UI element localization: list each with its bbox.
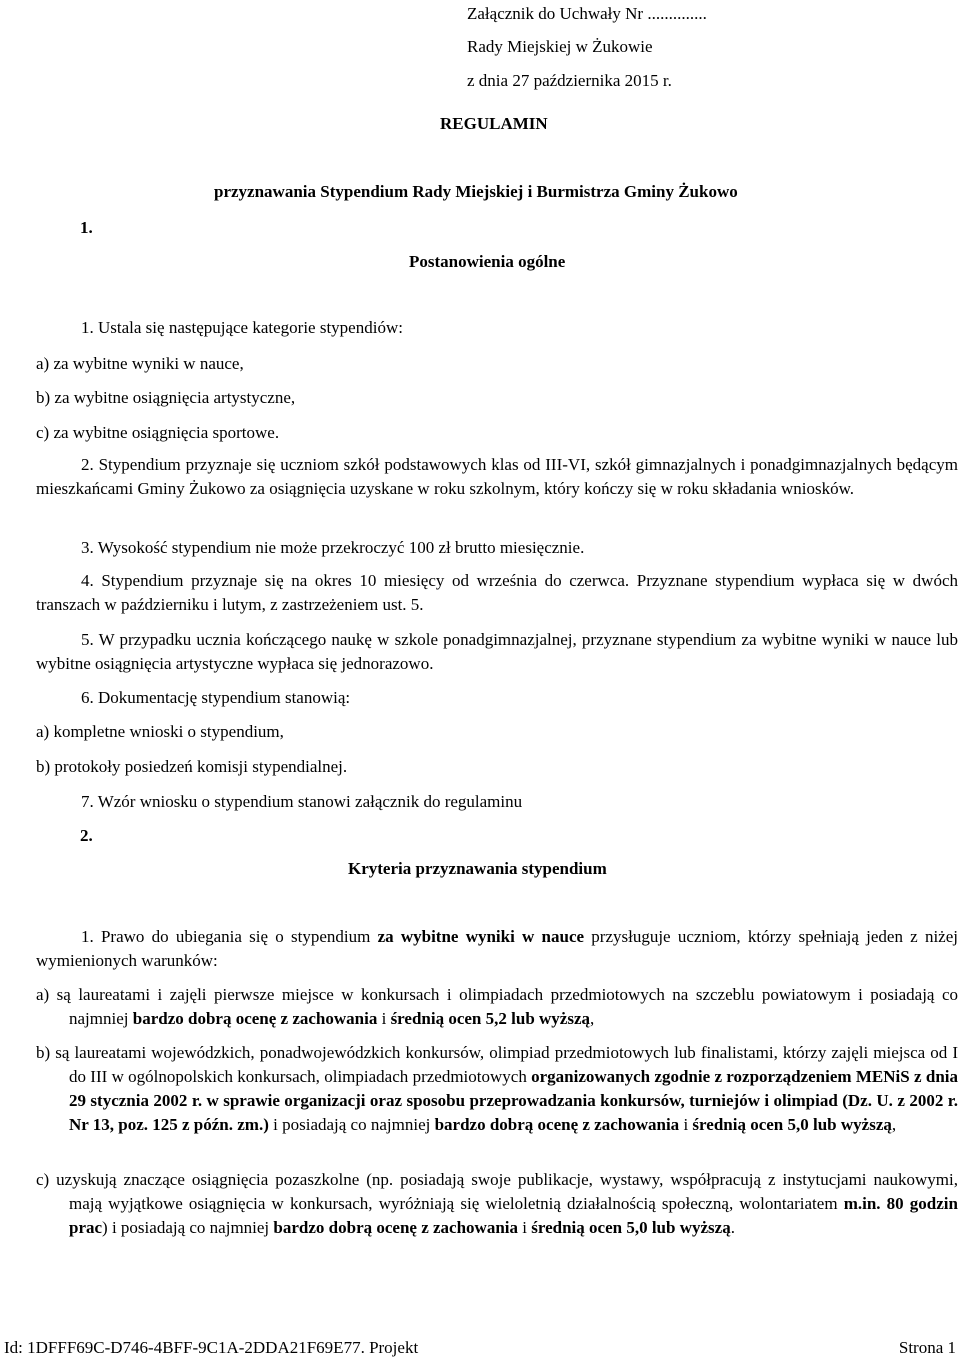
attachment-header-line2: Rady Miejskiej w Żukowie (467, 37, 653, 56)
s2-b-text-4: , (891, 1115, 897, 1134)
s1-paragraph-4: 4. Stypendium przyznaje się na okres 10 miesięcy od września do czerwca. Przyznane stypendium wypłaca się w dwóch transzach w październiku i lutym, z zastrzeżeniem ust. 5. (36, 571, 958, 614)
s1-paragraph-1a: a) za wybitne wyniki w nauce, (36, 354, 244, 373)
s2-c-text-2: ) i posiadają co najmniej (102, 1218, 274, 1237)
s2-b-bold-2: bardzo dobrą ocenę z zachowania (434, 1115, 680, 1134)
s1-paragraph-2: 2. Stypendium przyznaje się uczniom szkół podstawowych klas od III-VI, szkół gimnazjalnych i ponadgimnazjalnych będącym mieszkańcami Gminy Żukowo za osiągnięcia uzyskane w roku szkolnym, który kończy się w roku składania wniosków. (36, 455, 958, 498)
s1-paragraph-6: 6. Dokumentację stypendium stanowią: (81, 688, 351, 707)
s1-paragraph-1b: b) za wybitne osiągnięcia artystyczne, (36, 388, 296, 407)
s2-a-bold-2: średnią ocen 5,2 lub wyższą (390, 1009, 591, 1028)
s2-a-bold-1: bardzo dobrą ocenę z zachowania (132, 1009, 378, 1028)
s2-b-text-1: b) są laureatami wojewódzkich, ponadwojewódzkich konkursów, olimpiad przedmiotowych lub finalistami, którzy zajęli miejsca od I do III w ogólnopolskich konkursach, olimpiadach przedmiotowych (36, 1043, 958, 1086)
footer-page-number: Strona 1 (898, 1338, 956, 1357)
s2-paragraph-1 (36, 925, 958, 973)
s1-paragraph-1c: c) za wybitne osiągnięcia sportowe. (36, 423, 280, 442)
s2-item-b (36, 1041, 958, 1137)
document-title: REGULAMIN (440, 114, 548, 133)
s1-paragraph-6b: b) protokoły posiedzeń komisji stypendialnej. (36, 757, 348, 776)
s1-paragraph-6a: a) kompletne wnioski o stypendium, (36, 722, 284, 741)
s2-b-text-2: i posiadają co najmniej (268, 1115, 435, 1134)
s2-a-text-3: , (590, 1009, 595, 1028)
section-1-heading: Postanowienia ogólne (409, 252, 566, 271)
attachment-header-line3: z dnia 27 października 2015 r. (467, 71, 672, 90)
footer-document-id: Id: 1DFFF69C-D746-4BFF-9C1A-2DDA21F69E77. Projekt (4, 1338, 419, 1357)
s2-p1-text-1: 1. Prawo do ubiegania się o stypendium (81, 927, 378, 946)
attachment-header-line1: Załącznik do Uchwały Nr .............. (467, 4, 707, 23)
section-2-heading: Kryteria przyznawania stypendium (348, 859, 607, 878)
s2-a-text-1: a) są laureatami i zajęli pierwsze miejsce w konkursach i olimpiadach przedmiotowych na szczeblu powiatowym i posiadają co najmniej (36, 985, 958, 1028)
s2-p1-bold-1: za wybitne wyniki w nauce (377, 927, 585, 946)
s1-paragraph-5: 5. W przypadku ucznia kończącego naukę w szkole ponadgimnazjalnej, przyznane stypendium za wybitne wyniki w nauce lub wybitne osiągnięcia artystyczne wypłaca się jednorazowo. (36, 630, 958, 673)
s2-c-text-1: c) uzyskują znaczące osiągnięcia pozaszkolne (np. posiadają swoje publikacje, wystawy, współpracują z instytucjami naukowymi, mają wyjątkowe osiągnięcia w konkursach, wyróżniają się wieloletnią działalnością społeczną, wolontariatem (36, 1170, 958, 1213)
s2-b-bold-1: organizowanych zgodnie z rozporządzeniem MENiS z dnia 29 stycznia 2002 r. w sprawie organizacji oraz sposobu przeprowadzania konkursów, turniejów i olimpiad (Dz. U. z 2002 r. Nr 13, poz. 125 z późn. zm.) (69, 1067, 959, 1134)
document-subtitle: przyznawania Stypendium Rady Miejskiej i Burmistrza Gminy Żukowo (214, 182, 738, 201)
s2-c-text-3: i (518, 1218, 532, 1237)
s2-item-c (36, 1168, 958, 1240)
section-1-number: 1. (80, 218, 93, 237)
s2-b-text-3: i (679, 1115, 693, 1134)
s2-a-text-2: i (377, 1009, 391, 1028)
s2-c-text-4: . (730, 1218, 735, 1237)
s2-item-a (36, 983, 958, 1031)
section-2-number: 2. (80, 826, 93, 845)
s2-p1-text-2: przysługuje uczniom, którzy spełniają jeden z niżej wymienionych warunków: (36, 927, 958, 970)
s2-c-bold-1: m.in. 80 godzin prac (69, 1194, 958, 1237)
s2-c-bold-3: średnią ocen 5,0 lub wyższą (531, 1218, 731, 1237)
s2-b-bold-3: średnią ocen 5,0 lub wyższą (692, 1115, 892, 1134)
s1-paragraph-7: 7. Wzór wniosku o stypendium stanowi załącznik do regulaminu (81, 792, 523, 811)
s2-c-bold-2: bardzo dobrą ocenę z zachowania (273, 1218, 519, 1237)
s1-paragraph-3: 3. Wysokość stypendium nie może przekroczyć 100 zł brutto miesięcznie. (81, 538, 585, 557)
s1-paragraph-1: 1. Ustala się następujące kategorie stypendiów: (81, 318, 403, 337)
